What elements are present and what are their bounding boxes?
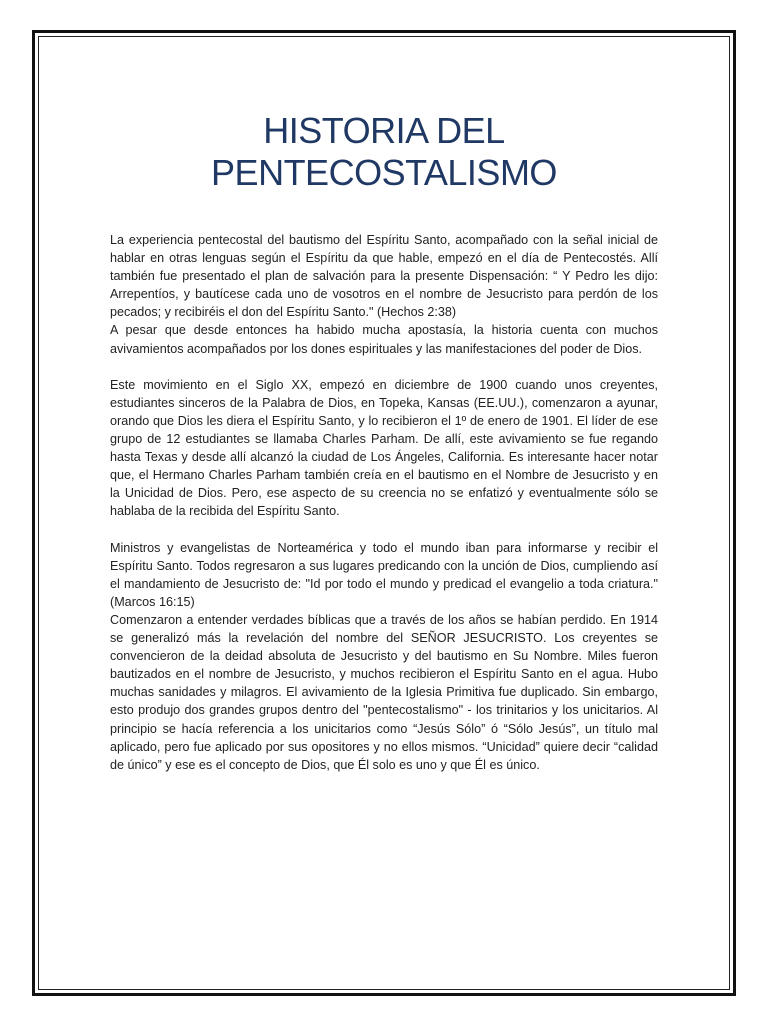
paragraph-ministros: Ministros y evangelistas de Norteamérica y todo el mundo iban para informarse y recibir el Espíritu Santo. Todos regresaron a sus lugares predicando con la unción de Dios, cumpliendo así el mandamiento de Jesucristo de: "Id por todo el mundo y predicad el evangelio a toda criatura." (Marcos 16:15) — [110, 540, 658, 609]
document-body — [110, 231, 658, 774]
paragraph-apostasy: A pesar que desde entonces ha habido mucha apostasía, la historia cuenta con muchos avivamientos acompañados por los dones espirituales y las manifestaciones del poder de Dios. — [110, 323, 658, 356]
paragraph-intro: La experiencia pentecostal del bautismo del Espíritu Santo, acompañado con la señal inicial de hablar en otras lenguas según el Espíritu da que hable, empezó en el día de Pentecostés. Allí también fue presentado el plan de salvación para la presente Dispensación: “ Y Pedro les dijo: Arrepentíos, y bautícese cada uno de vosotros en el nombre de Jesucristo para perdón de los pecados; y recibiréis el don del Espíritu Santo." (Hechos 2:38) — [110, 233, 658, 320]
document-title — [100, 110, 668, 194]
paragraph-verdades: Comenzaron a entender verdades bíblicas que a través de los años se habían perdido. En 1914 se generalizó más la revelación del nombre del SEÑOR JESUCRISTO. Los creyentes se convencieron de la deidad absoluta de Jesucristo y del bautismo en Su Nombre. Miles fueron bautizados en el nombre de Jesucristo, y muchos recibieron el Espíritu Santo en el agua. Hubo muchas sanidades y milagros. El avivamiento de la Iglesia Primitiva fue duplicado. Sin embargo, esto produjo dos grandes grupos dentro del "pentecostalismo" - los trinitarios y los unicitarios. Al principio se hacía referencia a los unicitarios como “Jesús Sólo” ó “Sólo Jesús”, un título mal aplicado, pero fue aplicado por sus opositores y no ellos mismos. “Unicidad” quiere decir “calidad de único” y ese es el concepto de Dios, que Él solo es uno y que Él es único. — [110, 612, 658, 772]
paragraph-siglo-xx: Este movimiento en el Siglo XX, empezó en diciembre de 1900 cuando unos creyentes, estudiantes sinceros de la Palabra de Dios, en Topeka, Kansas (EE.UU.), comenzaron a ayunar, orando que Dios les diera el Espíritu Santo, y lo recibieron el 1º de enero de 1901. El líder de ese grupo de 12 estudiantes se llamaba Charles Parham. De allí, este avivamiento se fue regando hasta Texas y desde allí alcanzó la ciudad de Los Ángeles, California. Es interesante hacer notar que, el Hermano Charles Parham también creía en el bautismo en el Nombre de Jesucristo y en la Unicidad de Dios. Pero, ese aspecto de su creencia no se enfatizó y eventualmente sólo se hablaba de la recibida del Espíritu Santo. — [110, 377, 658, 519]
title-line-2: PENTECOSTALISMO — [211, 152, 557, 193]
title-line-1: HISTORIA DEL — [263, 110, 505, 151]
